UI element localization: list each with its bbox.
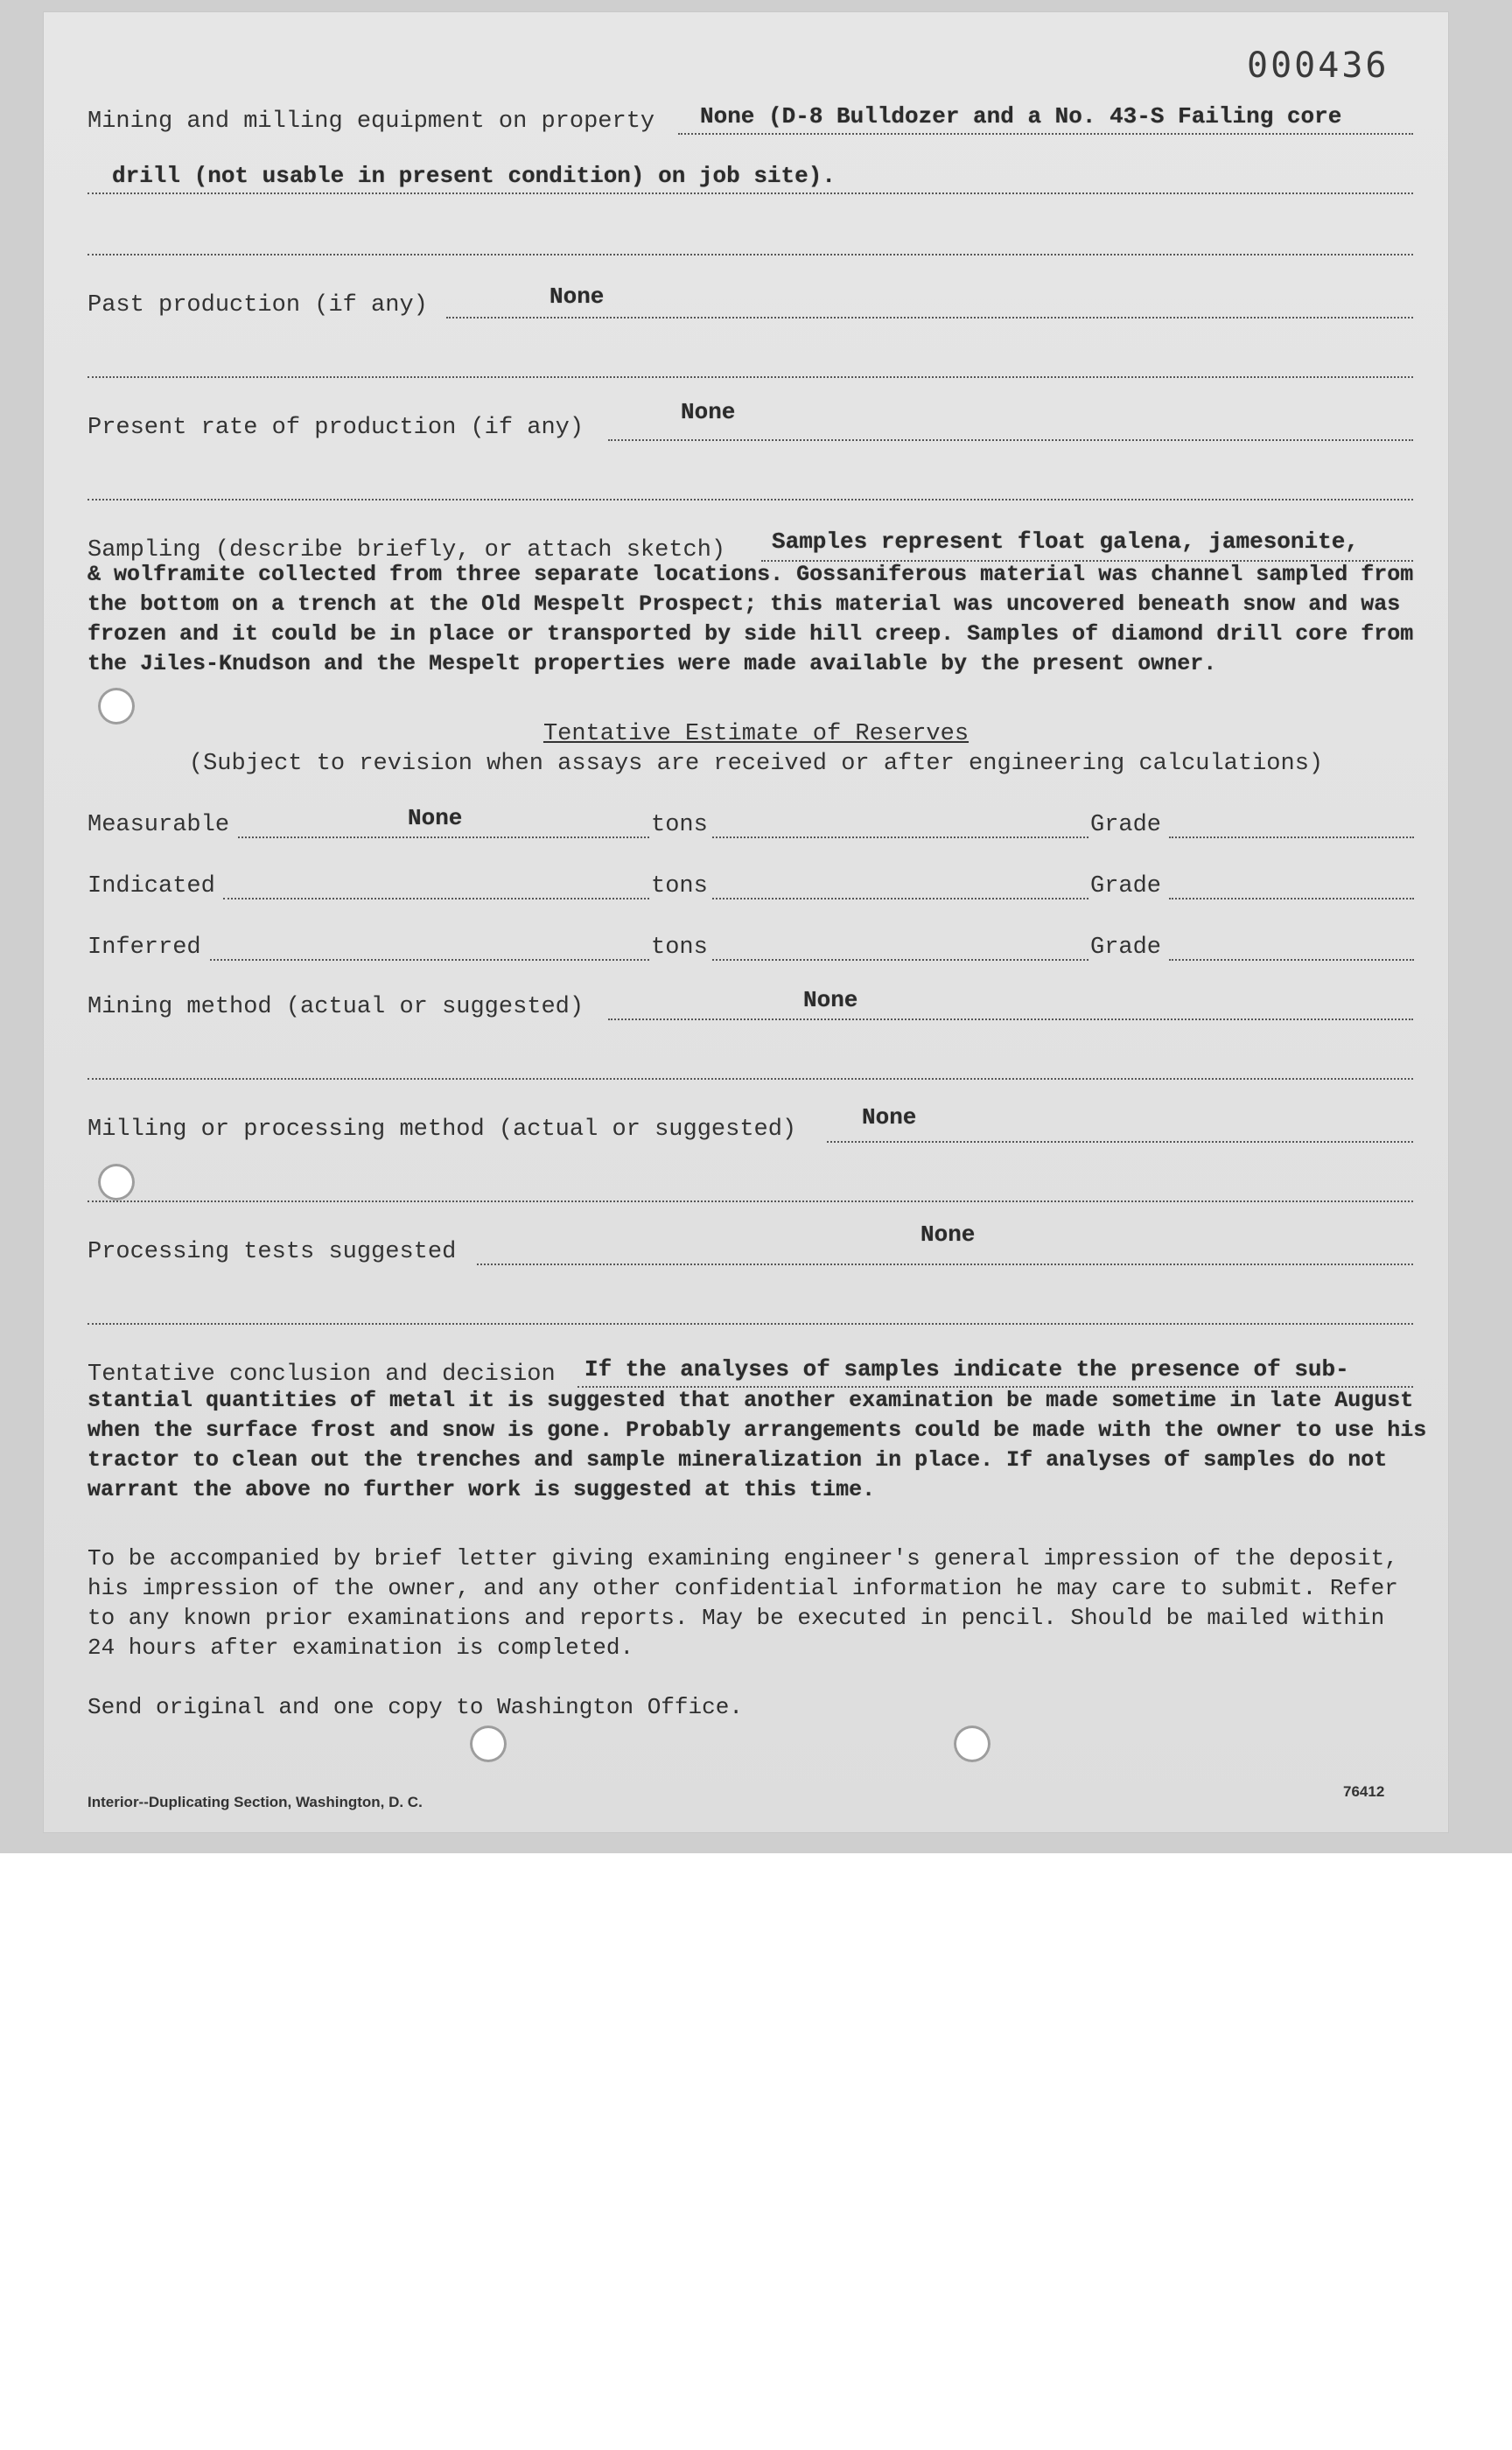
measurable-value: None <box>408 805 463 831</box>
inferred-label: Inferred <box>88 934 201 961</box>
punch-hole <box>470 1726 507 1762</box>
indicated-tons: tons <box>651 873 708 900</box>
indicated-line <box>223 898 649 900</box>
document-number: 000436 <box>1247 46 1390 86</box>
mining-method-label: Mining method (actual or suggested) <box>88 994 584 1020</box>
inferred-line <box>210 959 649 961</box>
equipment-line-2 <box>88 192 1413 194</box>
conclusion-label: Tentative conclusion and decision <box>88 1362 556 1388</box>
equipment-line-3 <box>88 254 1413 256</box>
processing-tests-line-2 <box>88 1323 1413 1325</box>
conclusion-text: stantial quantities of metal it is suggested that another examination be made sometime in late August when the surface frost and snow is gone. Probably arrangements could be made with the owner to use his tractor to clean out the trenches and sample mineralization in place. If analyses of samples do not warrant the above no further work is suggested at this time. <box>88 1388 1427 1502</box>
past-production-line <box>446 317 1413 318</box>
past-production-value: None <box>550 284 605 310</box>
indicated-tons-line <box>712 898 1088 900</box>
milling-method-label: Milling or processing method (actual or suggested) <box>88 1116 797 1143</box>
inferred-grade: Grade <box>1090 934 1162 961</box>
mining-method-line-2 <box>88 1078 1413 1080</box>
milling-method-line <box>827 1141 1413 1143</box>
send-original-text: Send original and one copy to Washington Office. <box>88 1694 743 1720</box>
present-rate-value: None <box>681 399 736 425</box>
present-rate-line <box>608 439 1413 441</box>
sampling-text-first: Samples represent float galena, jamesonite, <box>772 528 1359 555</box>
measurable-line <box>238 836 649 838</box>
past-production-label: Past production (if any) <box>88 292 428 318</box>
equipment-value-1: None (D-8 Bulldozer and a No. 43-S Failing core <box>700 103 1342 130</box>
conclusion-text-first: If the analyses of samples indicate the presence of sub- <box>584 1356 1349 1382</box>
processing-tests-value: None <box>920 1222 976 1248</box>
punch-hole <box>98 688 135 724</box>
mining-method-line <box>608 1018 1413 1020</box>
equipment-label: Mining and milling equipment on property <box>88 108 655 135</box>
milling-method-line-2 <box>88 1200 1413 1202</box>
present-rate-line-2 <box>88 499 1413 500</box>
footer-printer: Interior--Duplicating Section, Washington, D. C. <box>88 1794 423 1810</box>
milling-method-value: None <box>862 1104 917 1130</box>
past-production-line-2 <box>88 376 1413 378</box>
equipment-value-2: drill (not usable in present condition) on job site). <box>112 163 836 189</box>
footer-form-number: 76412 <box>1343 1783 1385 1800</box>
equipment-line-1 <box>678 133 1413 135</box>
measurable-grade-line <box>1169 836 1414 838</box>
measurable-tons-line <box>712 836 1088 838</box>
punch-hole <box>98 1164 135 1200</box>
indicated-grade-line <box>1169 898 1414 900</box>
reserves-title: Tentative Estimate of Reserves <box>542 721 970 747</box>
punch-hole <box>954 1726 990 1762</box>
sampling-text: & wolframite collected from three separate locations. Gossaniferous material was channel sampled from the bottom on a trench at the Old Mespelt Prospect; this material was uncovered beneath snow and was frozen and it could be in place or transported by side hill creep. Samples of diamond drill core from the Jiles-Knudson and the Mespelt properties were made available by the present owner. <box>88 562 1414 676</box>
inferred-tons: tons <box>651 934 708 961</box>
inferred-tons-line <box>712 959 1088 961</box>
sampling-label: Sampling (describe briefly, or attach sketch) <box>88 537 726 564</box>
instructions-text: To be accompanied by brief letter giving examining engineer's general impression of the deposit, his impression of the owner, and any other confidential information he may care to submit. Refer to any known prior examinations and reports. May be executed in pencil. Should be mailed within 24 hours after examination is completed. <box>88 1545 1398 1661</box>
reserves-subtitle: (Subject to revision when assays are received or after engineering calculations) <box>188 751 1324 777</box>
measurable-tons: tons <box>651 812 708 838</box>
mining-method-value: None <box>803 987 858 1013</box>
indicated-grade: Grade <box>1090 873 1162 900</box>
present-rate-label: Present rate of production (if any) <box>88 415 584 441</box>
measurable-label: Measurable <box>88 812 230 838</box>
processing-tests-label: Processing tests suggested <box>88 1239 457 1265</box>
indicated-label: Indicated <box>88 873 215 900</box>
processing-tests-line <box>477 1264 1413 1265</box>
measurable-grade: Grade <box>1090 812 1162 838</box>
inferred-grade-line <box>1169 959 1414 961</box>
